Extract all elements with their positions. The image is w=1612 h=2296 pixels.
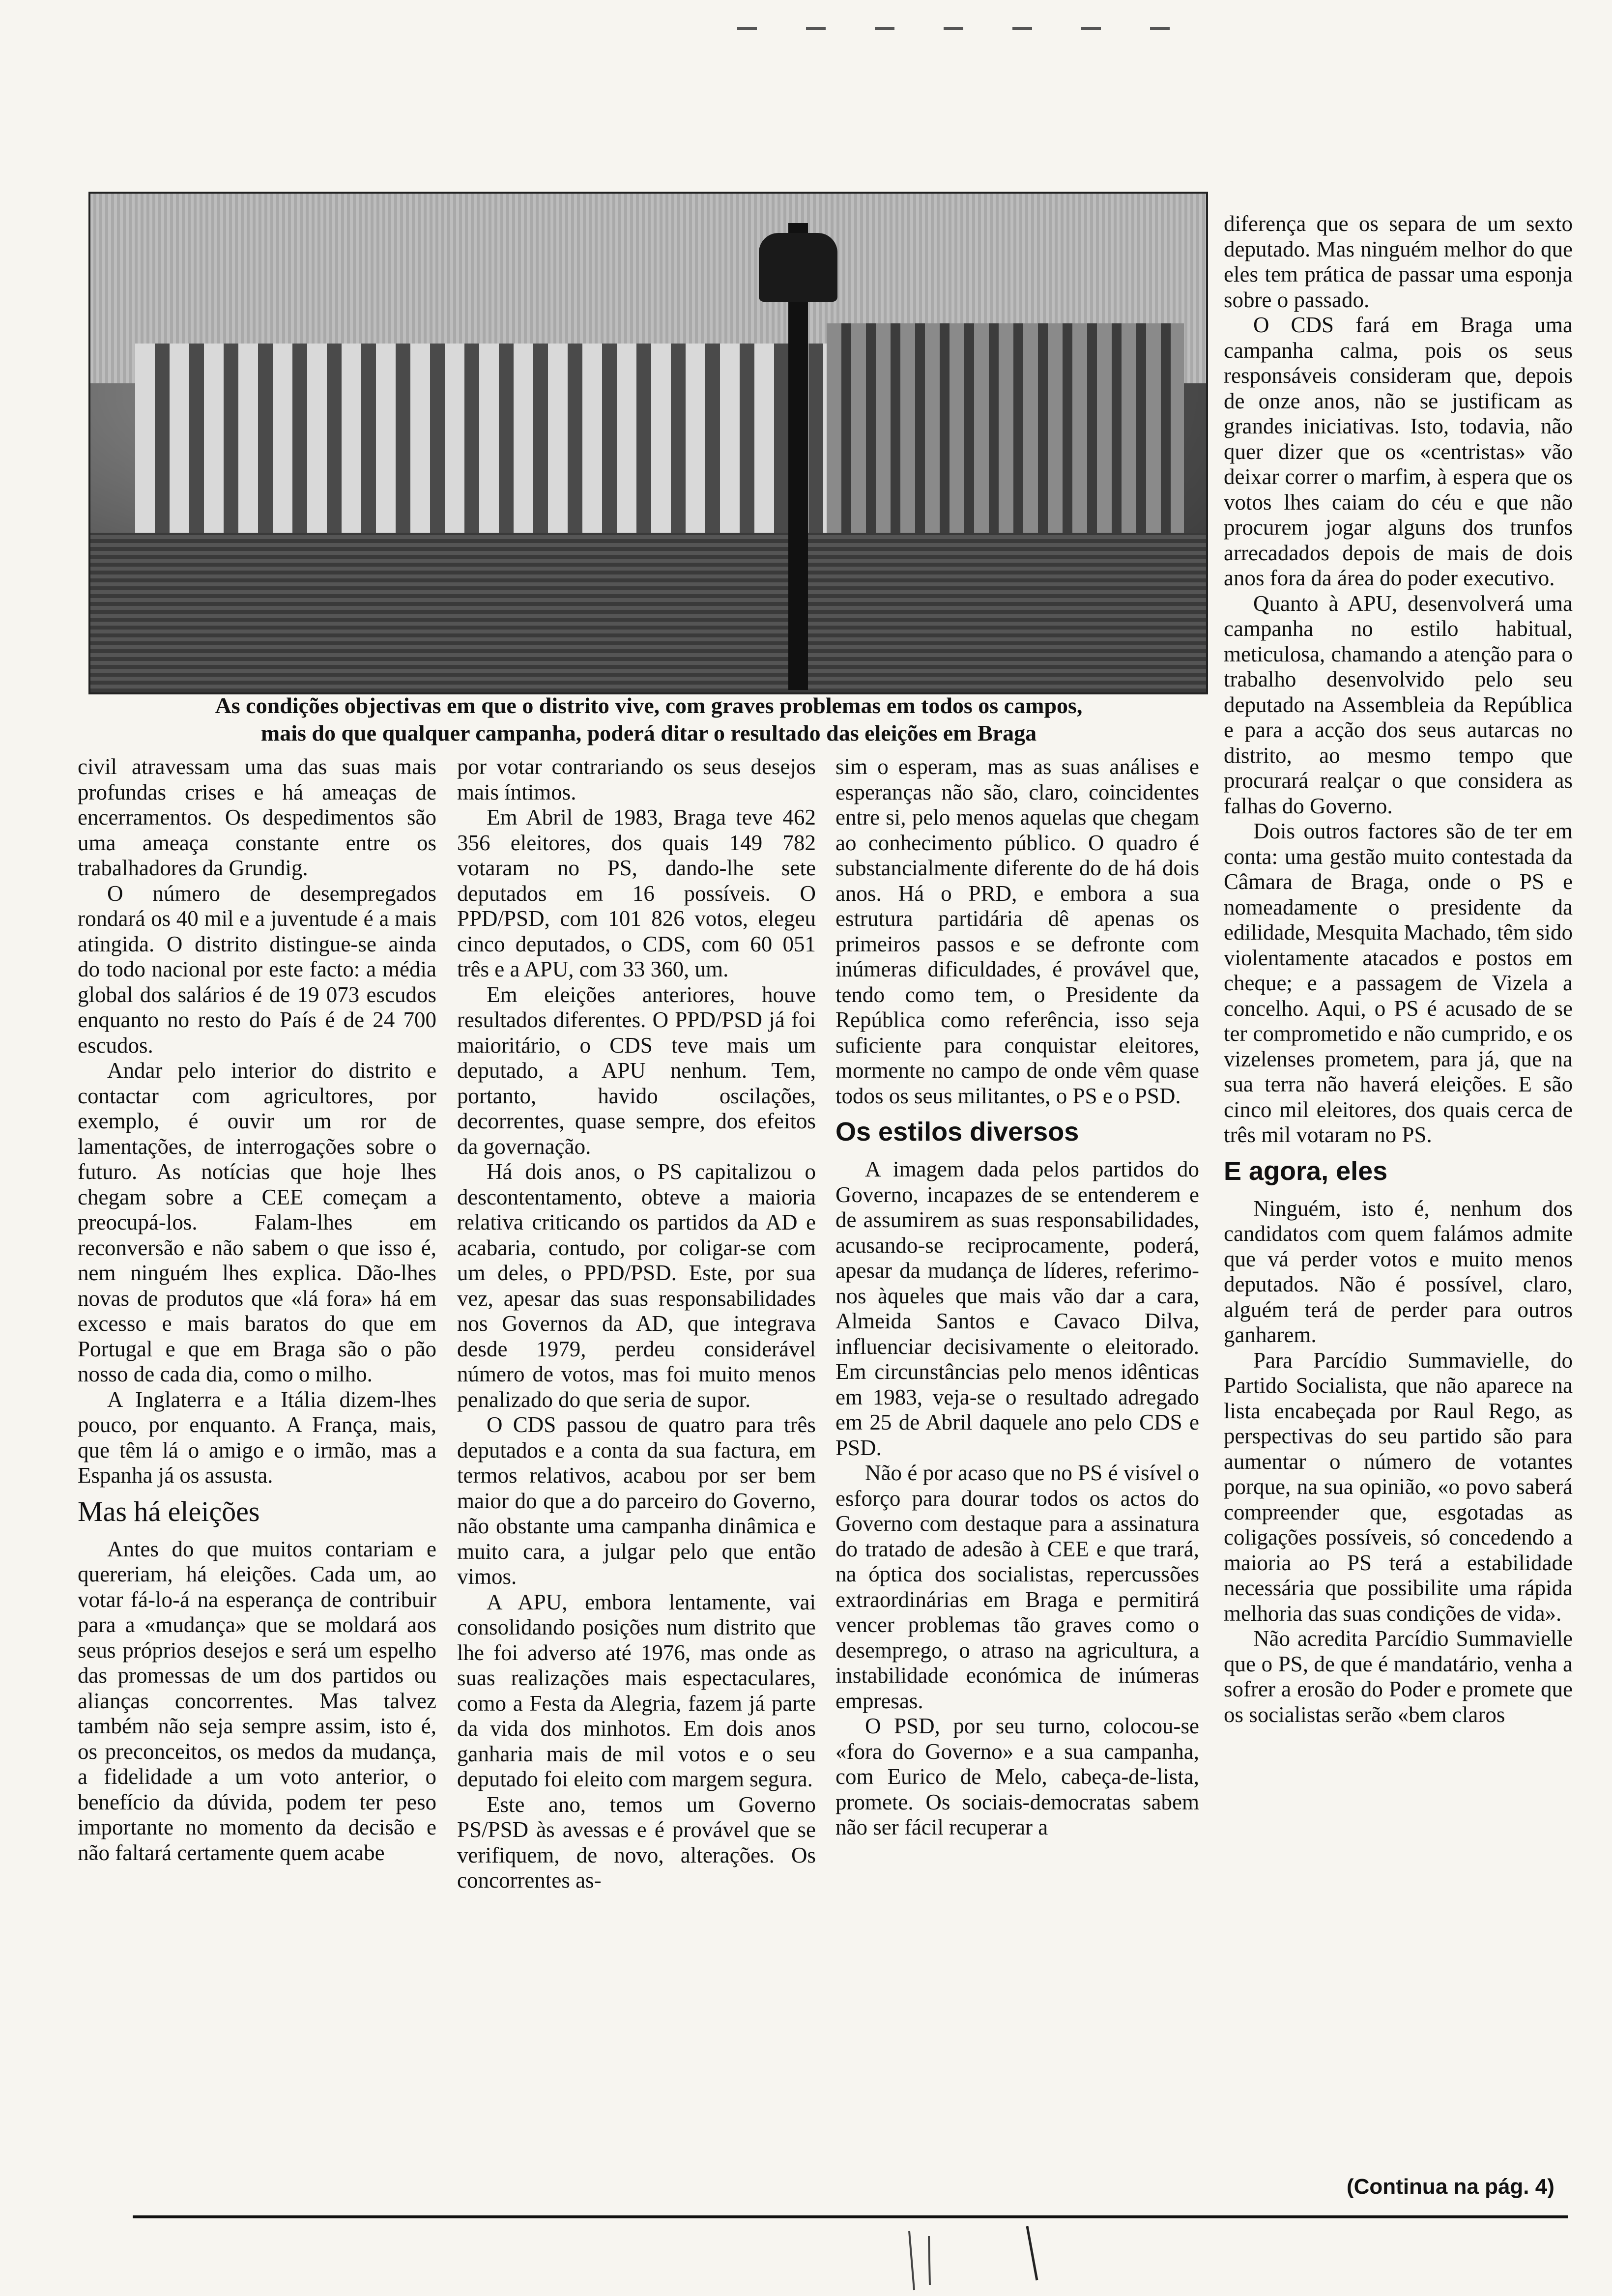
paragraph: Este ano, temos um Governo PS/PSD às avessas e é provável que se verifiquem, de novo, alterações. Os concorrentes as- (457, 1792, 816, 1893)
paragraph: Não é por acaso que no PS é visível o esforço para dourar todos os actos do Governo com destaque para a assinatura do tratado de adesão à CEE e que trará, na óptica dos socialistas, repercussões extraordinárias em Braga e permitirá vencer problemas tão graves como o desemprego, o atraso na agricultura, a instabilidade económica de inúmeras empresas. (835, 1461, 1199, 1713)
paragraph: O número de desempregados rondará os 40 mil e a juventude é a mais atingida. O distrito distingue-se ainda do todo nacional por este facto: a média global dos salários é de 19 073 escudos enquanto no resto do País é de 24 700 escudos. (78, 881, 436, 1058)
subheading: Mas há eleições (78, 1495, 260, 1527)
paragraph: O PSD, por seu turno, colocou-se «fora do Governo» e a sua campanha, com Eurico de Melo, cabeça-de-lista, promete. Os sociais-democratas sabem não ser fácil recuperar a (835, 1714, 1199, 1839)
paragraph: A Inglaterra e a Itália dizem-lhes pouco, por enquanto. A França, mais, que têm lá o amigo e o irmão, mas a Espanha já os assusta. (78, 1387, 436, 1488)
column-2 (457, 754, 816, 1894)
paragraph: civil atravessam uma das suas mais profundas crises e há ameaças de encerramentos. Os despedimentos são uma ameaça constante entre os trabalhadores da Grundig. (78, 754, 436, 880)
paragraph: Andar pelo interior do distrito e contactar com agricultores, por exemplo, é ouvir um ror de lamentações, de interrogações sobre o futuro. As notícias que hoje lhes chegam sobre a CEE começam a preocupá-los. Falam-lhes em reconversão e não sabem o que isso é, nem ninguém lhes explica. Dão-lhes novas de produtos que «lá fora» há em excesso e mais baratos do que em Portugal e que em Braga são o pão nosso de cada dia, como o milho. (78, 1058, 436, 1386)
photo-caption (84, 692, 1214, 747)
paragraph: Para Parcídio Summavielle, do Partido Socialista, que não aparece na lista encabeçada por Raul Rego, as perspectivas do seu partido são para aumentar o número de votantes porque, na sua opinião, «o povo saberá compreender que, esgotadas as coligações possíveis, só concedendo a maioria ao PS terá a estabilidade necessária que possibilite uma rápida melhoria das suas condições de vida». (1224, 1348, 1573, 1626)
caption-line-1: As condições objectivas em que o distrito vive, com graves problemas em todos os campos, (215, 693, 1083, 718)
paragraph: Em eleições anteriores, houve resultados diferentes. O PPD/PSD já foi maioritário, o CDS teve mais um deputado, a APU nenhum. Tem, portanto, havido oscilações, decorrentes, quase sempre, dos efeitos da governação. (457, 982, 816, 1159)
paragraph: Antes do que muitos contariam e quereriam, há eleições. Cada um, ao votar fá-lo-á na esperança de contribuir para a «mudança» que se moldará aos seus próprios desejos e será um espelho das promessas de um dos partidos ou alianças concorrentes. Mas talvez também não seja sempre assim, isto é, os preconceitos, os medos da mudança, a fidelidade a um voto anterior, o benefício da dúvida, podem ter peso importante no momento da decisão e não faltará certamente quem acabe (78, 1536, 436, 1865)
column-1 (78, 754, 436, 1866)
paragraph: Há dois anos, o PS capitalizou o descontentamento, obteve a maioria relativa criticando os partidos da AD e acabaria, contudo, por coligar-se com um deles, o PPD/PSD. Este, por sua vez, apesar das suas responsabilidades nos Governos da AD, que integrava desde 1979, perdeu considerável número de votos, mas foi muito menos penalizado do que seria de supor. (457, 1159, 816, 1412)
paragraph: O CDS passou de quatro para três deputados e a conta da sua factura, em termos relativos, acabou por ser bem maior do que a do parceiro do Governo, não obstante uma campanha dinâmica e muito cara, a julgar pelo que então vimos. (457, 1412, 816, 1589)
paragraph: diferença que os separa de um sexto deputado. Mas ninguém melhor do que eles tem prática de passar uma esponja sobre o passado. (1224, 211, 1573, 312)
paragraph: A imagem dada pelos partidos do Governo, incapazes de se entenderem e de assumirem as suas responsabilidades, acusando-se reciprocamente, poderá, apesar da mudança de líderes, referimo-nos àqueles que mais vão dar a cara, Almeida Santos e Cavaco Dilva, influenciar decisivamente o eleitorado. Em circunstâncias pelo menos idênticas em 1983, veja-se o resultado adregado em 25 de Abril daquele ano pelo CDS e PSD. (835, 1157, 1199, 1460)
column-4 (1224, 211, 1573, 1727)
footer-rule (133, 2215, 1568, 2218)
caption-line-2: mais do que qualquer campanha, poderá ditar o resultado das eleições em Braga (260, 720, 1037, 746)
paragraph: por votar contrariando os seus desejos mais íntimos. (457, 754, 816, 804)
paragraph: Dois outros factores são de ter em conta: uma gestão muito contestada da Câmara de Braga, onde o PS e nomeadamente o presidente da edilidade, Mesquita Machado, têm sido violentamente atacados e postos em cheque; e a passagem de Vizela a concelho. Aqui, o PS é acusado de se ter comprometido e não cumprido, e os vizelenses prometem, para já, que na sua terra não haverá eleições. E são cinco mil eleitores, dos quais cerca de três mil votaram no PS. (1224, 819, 1573, 1147)
column-3 (835, 754, 1199, 1840)
paragraph: Ninguém, isto é, nenhum dos candidatos com quem falámos admite que vá perder votos e muito menos deputados. Não é possível, claro, alguém terá de perder para outros ganharem. (1224, 1196, 1573, 1347)
paragraph: Em Abril de 1983, Braga teve 462 356 eleitores, dos quais 149 782 votaram no PS, dando-lhe sete deputados em 16 possíveis. O PPD/PSD, com 101 826 votos, elegeu cinco deputados, o CDS, com 60 051 três e a APU, com 33 360, um. (457, 805, 816, 981)
photo-braga-square (88, 192, 1208, 694)
paragraph: A APU, embora lentamente, vai consolidando posições num distrito que lhe foi adverso até 1976, mas onde as suas realizações mais espectaculares, como a Festa da Alegria, fazem já parte da vida dos minhotos. Em dois anos ganharia mais de mil votos e o seu deputado foi eleito com margem segura. (457, 1589, 816, 1791)
subheading: Os estilos diversos (835, 1117, 1079, 1147)
continued-on-page-note: (Continua na pág. 4) (1347, 2175, 1554, 2199)
paragraph: Não acredita Parcídio Summavielle que o PS, de que é mandatário, venha a sofrer a erosão do Poder e promete que os socialistas serão «bem claros (1224, 1626, 1573, 1727)
paragraph: Quanto à APU, desenvolverá uma campanha no estilo habitual, meticulosa, chamando a atenção para o trabalho desenvolvido pelo seu deputado na Assembleia da República e para a acção dos seus autarcas no distrito, ao mesmo tempo que procurará realçar o que considera as falhas do Governo. (1224, 591, 1573, 818)
paragraph: O CDS fará em Braga uma campanha calma, pois os seus responsáveis consideram que, depois de onze anos, não se justificam as grandes iniciativas. Isto, todavia, não quer dizer que os «centristas» vão deixar correr o marfim, à espera que os votos lhes caiam do céu e que não procurem jogar alguns dos trunfos arrecadados depois de mais de dois anos fora da área do poder executivo. (1224, 313, 1573, 590)
paragraph: sim o esperam, mas as suas análises e esperanças não são, claro, coincidentes entre si, pelo menos aquelas que chegam ao conhecimento público. O quadro é substancialmente diferente do de há dois anos. Há o PRD, e embora a sua estrutura partidária dê apenas os primeiros passos e se defronte com inúmeras dificuldades, é provável que, tendo como tem, o Presidente da República como referência, isso seja suficiente para conquistar eleitores, mormente no campo de onde vêm quase todos os seus militantes, o PS e o PSD. (835, 754, 1199, 1108)
scan-marks-bottom (899, 2226, 1047, 2295)
scan-marks (737, 27, 1180, 30)
subheading: E agora, eles (1224, 1156, 1388, 1186)
